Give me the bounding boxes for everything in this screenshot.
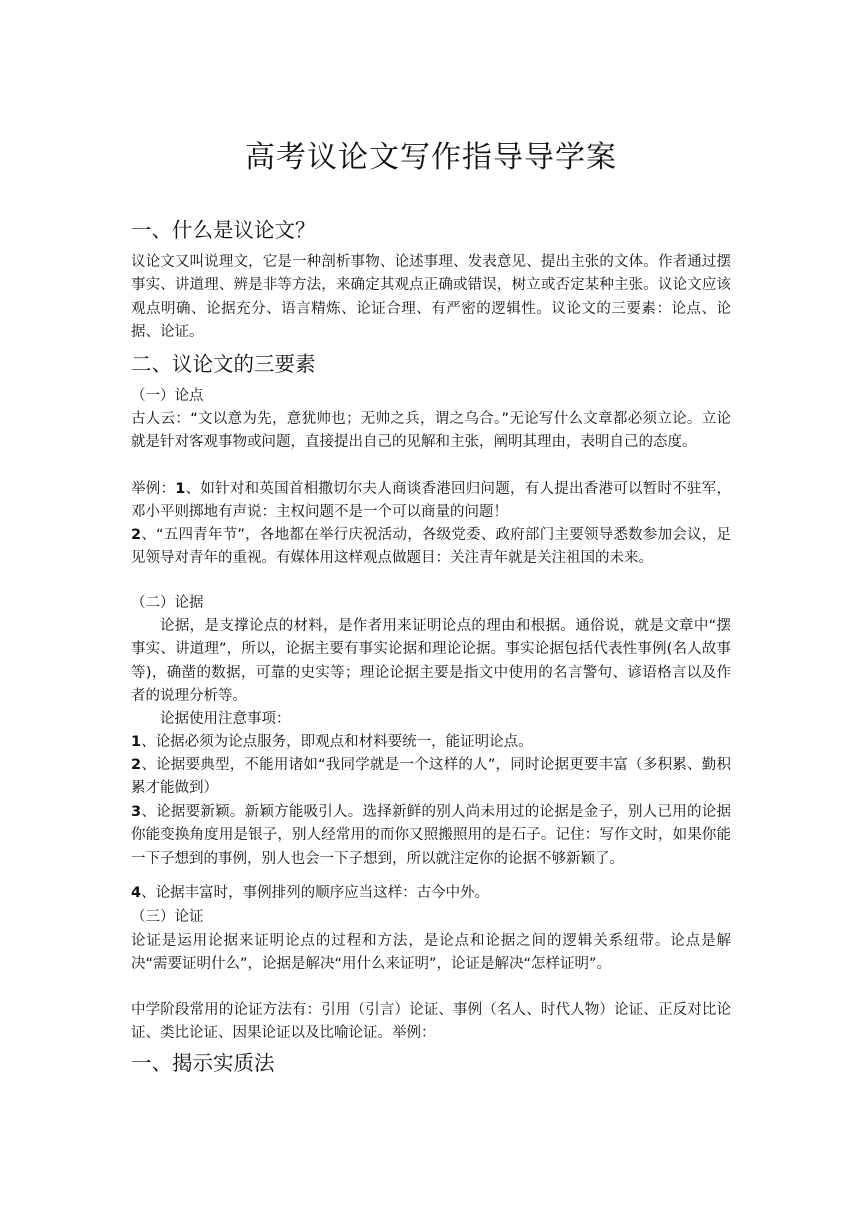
note-text: 、论据要新颖。新颖方能吸引人。选择新鲜的别人尚未用过的论据是金子，别人已用的论据你能变换角度用是银子，别人经常用的而你又照搬照用的是石子。记住：写作文时，如果你能一下子想到的事例，别人也会一下子想到，所以就注定你的论据不够新颖了。	[131, 804, 731, 867]
lunju-note-4	[131, 882, 731, 905]
lundian-example-2	[131, 524, 731, 571]
section-body-definition: 议论文又叫说理文，它是一种剖析事物、论述事理、发表意见、提出主张的文体。作者通过摆事实、讲道理、辨是非等方法，来确定其观点正确或错误，树立或否定某种主张。议论文应该观点明确、论据充分、语言精炼、论证合理、有严密的逻辑性。议论文的三要素：论点、论据、论证。	[131, 254, 731, 340]
lunzheng-methods: 中学阶段常用的论证方法有：引用（引言）论证、事例（名人、时代人物）论证、正反对比论证、类比论证、因果论证以及比喻论证。举例：	[131, 1002, 731, 1042]
note-text: 、论据必须为论点服务，即观点和材料要统一，能证明论点。	[141, 734, 533, 750]
lunju-note-3	[131, 801, 731, 871]
example-text: 、如针对和英国首相撒切尔夫人商谈香港回归问题，有人提出香港可以暂时不驻军，邓小平则掷地有声说：主权问题不是一个可以商量的问题！	[131, 481, 732, 521]
lunju-intro: 论据，是支撑论点的材料，是作者用来证明论点的理由和根据。通俗说，就是文章中“摆事实、讲道理”，所以，论据主要有事实论据和理论论据。事实论据包括代表性事例(名人故事等)，确凿的数据，可靠的史实等；理论论据主要是指文中使用的名言警句、谚语格言以及作者的说理分析等。	[131, 618, 731, 704]
lundian-example-1	[131, 478, 731, 525]
example-number: 2	[131, 527, 142, 543]
note-number: 2	[131, 757, 142, 773]
note-text: 、论据丰富时，事例排列的顺序应当这样：古今中外。	[141, 885, 490, 901]
note-text: 、论据要典型，不能用诸如“我同学就是一个这样的人”，同时论据更要丰富（多积累、勤积累才能做到）	[131, 757, 731, 797]
section-heading-three-elements: 二、议论文的三要素	[131, 352, 316, 376]
example-label: 举例：	[131, 481, 176, 497]
section-heading-reveal-essence: 一、揭示实质法	[131, 1051, 275, 1075]
lunzheng-intro: 论证是运用论据来证明论点的过程和方法，是论点和论据之间的逻辑关系纽带。论点是解决“需要证明什么”，论据是解决“用什么来证明”，论证是解决“怎样证明”。	[131, 933, 731, 973]
example-text: 、“五四青年节”，各地都在举行庆祝活动，各级党委、政府部门主要领导悉数参加会议，足见领导对青年的重视。有媒体用这样观点做题目：关注青年就是关注祖国的未来。	[131, 527, 731, 567]
document-title: 高考议论文写作指导导学案	[245, 140, 617, 175]
note-number: 4	[131, 885, 142, 901]
note-number: 1	[131, 734, 142, 750]
subheading-lunju: （二）论据	[131, 595, 204, 611]
lunju-notes-heading: 论据使用注意事项：	[160, 711, 291, 727]
lunju-note-1	[131, 731, 731, 754]
section-heading-what-is-argumentative: 一、什么是议论文？	[131, 218, 316, 242]
lundian-intro: 古人云：“文以意为先，意犹帅也；无帅之兵，谓之乌合。”无论写什么文章都必须立论。立论就是针对客观事物或问题，直接提出自己的见解和主张，阐明其理由，表明自己的态度。	[131, 411, 731, 451]
subheading-lundian: （一）论点	[131, 388, 204, 404]
note-number: 3	[131, 804, 142, 820]
subheading-lunzheng: （三）论证	[131, 909, 204, 925]
lunju-note-2	[131, 754, 731, 801]
example-number: 1	[175, 481, 186, 497]
